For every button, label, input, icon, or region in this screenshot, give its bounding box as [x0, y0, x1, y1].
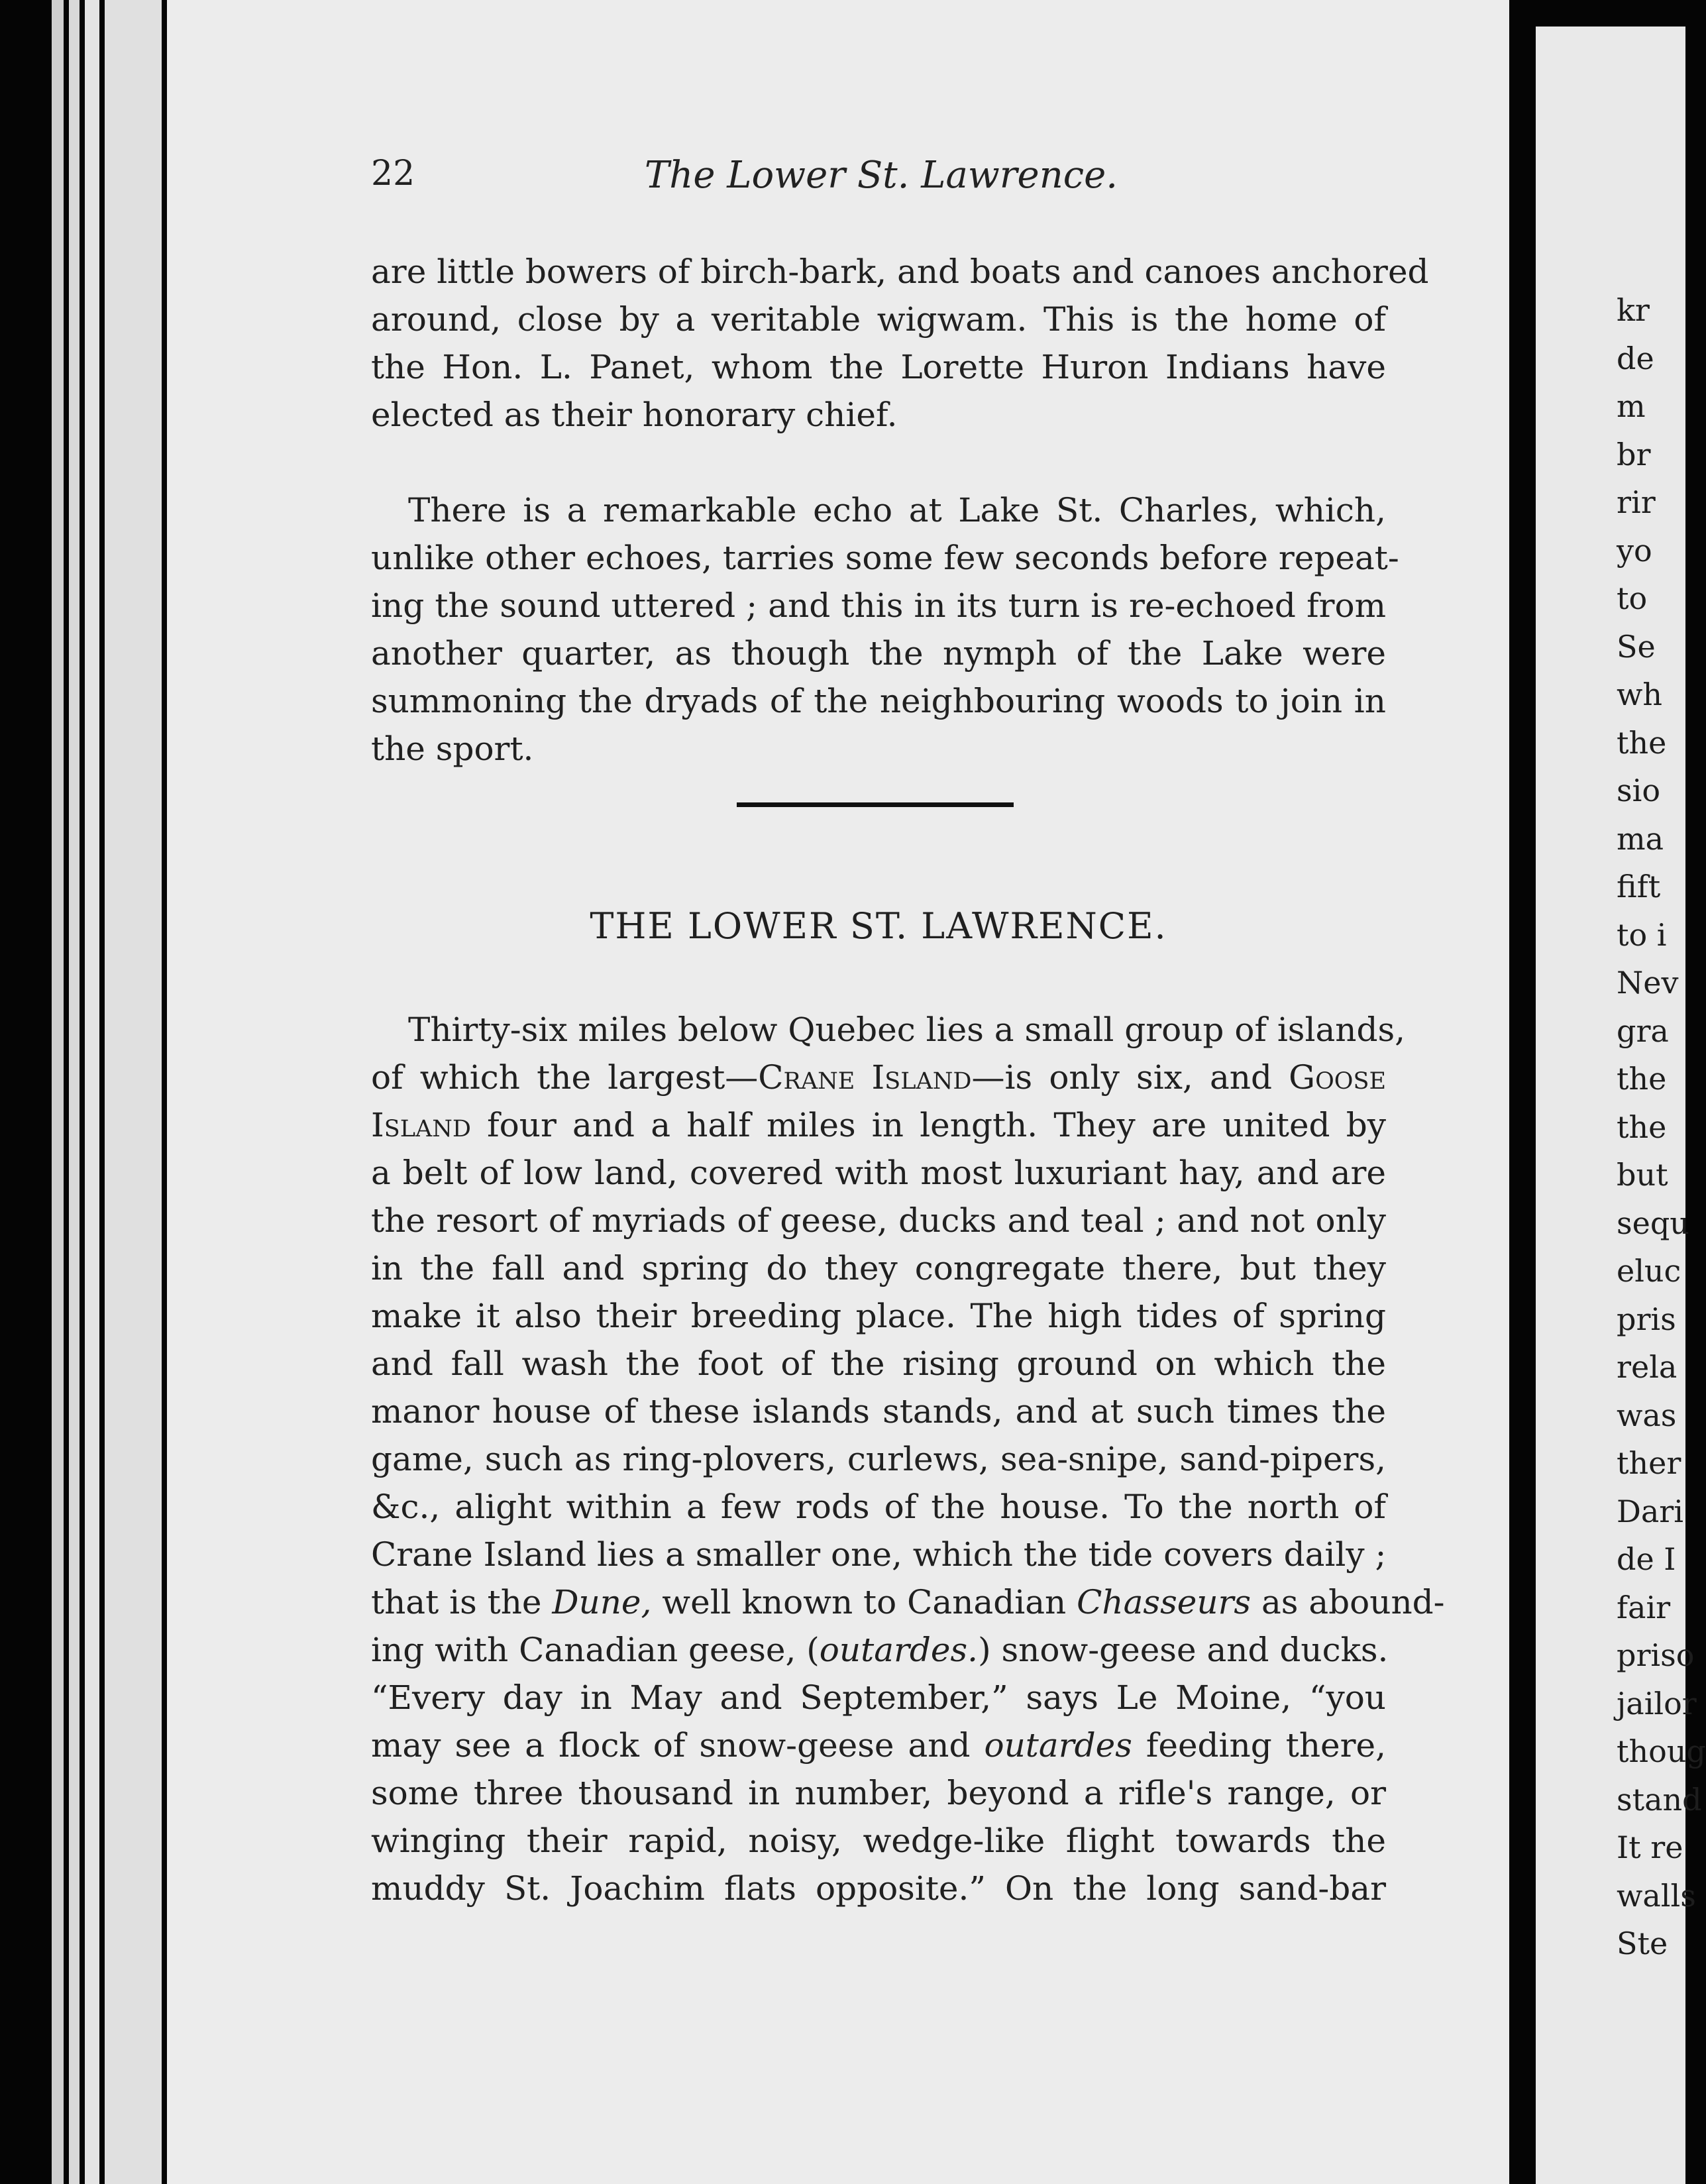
- facing-page-line: It re: [1617, 1829, 1683, 1865]
- facing-page-line: pris: [1617, 1301, 1676, 1337]
- text-line: game, such as ring-plovers, curlews, sea-snipe, sand-pipers,: [371, 1440, 1386, 1478]
- page-number: 22: [371, 154, 415, 193]
- facing-page-line: the: [1617, 1109, 1667, 1145]
- facing-page-line: Nev: [1617, 965, 1679, 1001]
- text-line: elected as their honorary chief.: [371, 396, 898, 434]
- text-run: four and a half miles in length. They are united by: [470, 1106, 1386, 1144]
- facing-page-line: rela: [1617, 1349, 1678, 1385]
- text-line: the sport.: [371, 730, 534, 768]
- text-line: in the fall and spring do they congregate there, but they: [371, 1249, 1386, 1287]
- text-line: There is a remarkable echo at Lake St. Charles, which,: [408, 491, 1386, 529]
- facing-page-line: de I: [1617, 1541, 1676, 1577]
- italic-run: outardes: [984, 1726, 1132, 1765]
- text-line: and fall wash the foot of the rising ground on which the: [371, 1344, 1386, 1383]
- facing-page-line: sio: [1617, 773, 1661, 808]
- text-line: manor house of these islands stands, and at such times the: [371, 1392, 1386, 1431]
- text-run: ) snow-geese and ducks.: [978, 1631, 1389, 1669]
- small-caps-run: Island: [371, 1106, 471, 1144]
- text-line: another quarter, as though the nymph of the Lake were: [371, 634, 1386, 673]
- text-run: may see a flock of snow-geese and: [371, 1726, 985, 1765]
- text-line: a belt of low land, covered with most luxuriant hay, and are: [371, 1154, 1386, 1192]
- text-line: Thirty-six miles below Quebec lies a small group of islands,: [408, 1010, 1406, 1049]
- paragraph: [371, 248, 1429, 439]
- text-line: some three thousand in number, beyond a rifle's range, or: [371, 1774, 1386, 1812]
- facing-page-line: ther: [1617, 1445, 1681, 1481]
- text-line: winging their rapid, noisy, wedge-like flight towards the: [371, 1822, 1386, 1860]
- facing-page-line: wh: [1617, 677, 1662, 712]
- text-line: [371, 1626, 1389, 1674]
- text-line: summoning the dryads of the neighbouring woods to join in: [371, 682, 1386, 720]
- facing-page-line: priso: [1617, 1637, 1695, 1673]
- text-line: are little bowers of birch-bark, and boats and canoes anchored: [371, 252, 1429, 291]
- facing-page-line: de: [1617, 340, 1654, 376]
- text-line: ing the sound uttered ; and this in its turn is re-echoed from: [371, 586, 1386, 625]
- facing-page-line: to: [1617, 580, 1648, 616]
- facing-page-line: eluc: [1617, 1253, 1681, 1289]
- text-line: the Hon. L. Panet, whom the Lorette Huron Indians have: [371, 348, 1386, 386]
- facing-page-line: thoug: [1617, 1733, 1706, 1769]
- text-run: ing with Canadian geese, (: [371, 1631, 820, 1669]
- facing-page-line: to i: [1617, 916, 1667, 953]
- facing-page-line: kr: [1617, 292, 1650, 328]
- text-line: [371, 1721, 1386, 1769]
- paragraph: [371, 1006, 1445, 1912]
- text-line: Crane Island lies a smaller one, which the tide covers daily ;: [371, 1535, 1387, 1574]
- text-run: well known to Canadian: [651, 1583, 1077, 1621]
- facing-page-line: the: [1617, 1061, 1667, 1097]
- facing-page-line: was: [1617, 1397, 1677, 1433]
- page-edge: [69, 0, 80, 2184]
- facing-page: [1536, 27, 1706, 2184]
- text-run: that is the: [371, 1583, 553, 1621]
- small-caps-run: Goose: [1289, 1058, 1387, 1097]
- section-divider: [737, 802, 1014, 807]
- facing-page-line: m: [1617, 388, 1646, 424]
- page-edge: [105, 0, 162, 2184]
- running-title: The Lower St. Lawrence.: [644, 154, 1118, 197]
- text-run: as abound-: [1251, 1583, 1445, 1621]
- facing-page-line: br: [1617, 436, 1651, 472]
- page-edge: [52, 0, 64, 2184]
- facing-page-line: jailor: [1617, 1685, 1697, 1721]
- facing-page-line: Se: [1617, 628, 1656, 665]
- facing-page-line: the: [1617, 724, 1667, 761]
- facing-page-line: Dari: [1617, 1493, 1684, 1529]
- text-line: [371, 1054, 1386, 1101]
- facing-page-line: gra: [1617, 1012, 1669, 1049]
- paragraph: [371, 486, 1399, 773]
- italic-run: Dune,: [552, 1583, 652, 1621]
- text-line: “Every day in May and September,” says Le Moine, “you: [371, 1678, 1386, 1717]
- facing-page-line: Ste: [1617, 1926, 1668, 1961]
- text-line: muddy St. Joachim flats opposite.” On the long sand-bar: [371, 1869, 1386, 1908]
- text-run: of which the largest—: [371, 1058, 759, 1097]
- text-line: around, close by a veritable wigwam. This is the home of: [371, 300, 1386, 339]
- section-heading: THE LOWER ST. LAWRENCE.: [590, 905, 1167, 947]
- facing-page-line: fift: [1617, 869, 1661, 904]
- text-line: [371, 1101, 1386, 1149]
- facing-page-line: yo: [1617, 532, 1652, 569]
- running-head: [371, 154, 1391, 207]
- text-line: [371, 1578, 1445, 1626]
- facing-page-line: stand: [1617, 1781, 1702, 1818]
- text-line: make it also their breeding place. The high tides of spring: [371, 1297, 1386, 1335]
- italic-run: Chasseurs: [1077, 1583, 1252, 1621]
- facing-page-line: rir: [1617, 484, 1656, 520]
- facing-page-line: but: [1617, 1157, 1668, 1193]
- facing-page-line: fair: [1617, 1589, 1671, 1625]
- text-line: &c., alight within a few rods of the house. To the north of: [371, 1488, 1386, 1526]
- page-edge: [85, 0, 99, 2184]
- facing-page-line: walls: [1617, 1877, 1696, 1914]
- text-run: —is only six, and: [971, 1058, 1289, 1097]
- text-line: the resort of myriads of geese, ducks and teal ; and not only: [371, 1201, 1386, 1240]
- facing-page-text: [1617, 286, 1706, 1968]
- text-line: unlike other echoes, tarries some few seconds before repeat-: [371, 539, 1399, 577]
- facing-page-line: ma: [1617, 820, 1664, 857]
- small-caps-run: Crane Island: [758, 1058, 972, 1097]
- facing-page-line: sequ: [1617, 1205, 1689, 1241]
- text-run: feeding there,: [1132, 1726, 1387, 1765]
- italic-run: outardes.: [819, 1631, 979, 1669]
